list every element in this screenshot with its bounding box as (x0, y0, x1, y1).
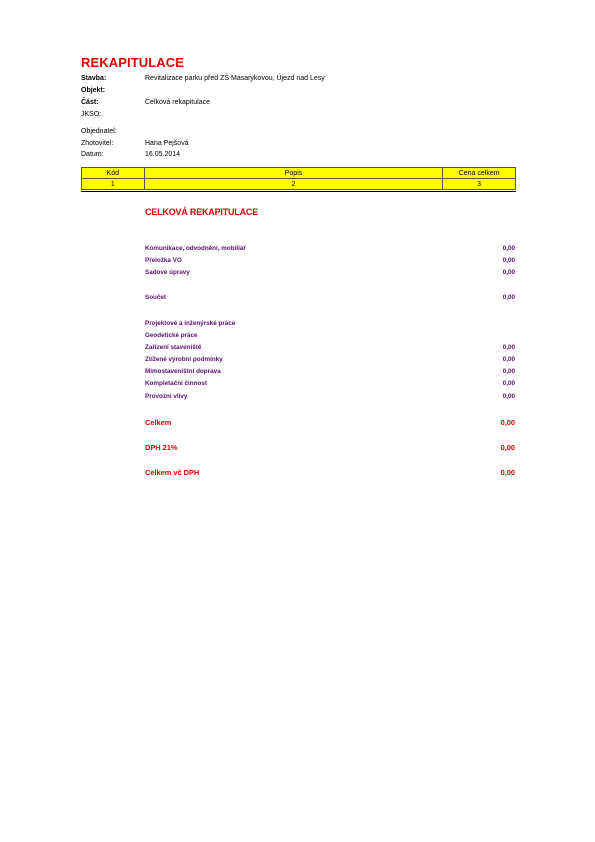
grand-total-row (145, 468, 515, 478)
line-item-label: Kompletační činnost (145, 380, 207, 387)
line-item-value: 0,00 (502, 393, 515, 400)
datum-value: 16.05.2014 (145, 151, 181, 158)
line-item (145, 392, 515, 402)
line-item (145, 367, 515, 377)
line-item-label: Geodetické práce (145, 332, 198, 339)
page-title: REKAPITULACE (81, 55, 185, 70)
stavba-label: Stavba: (81, 75, 107, 82)
header-number-3: 3 (443, 179, 516, 190)
separator-line (81, 191, 516, 192)
line-item-label: Součet (145, 294, 166, 301)
vat-label: DPH 21% (145, 443, 178, 452)
datum-label: Datum: (81, 151, 104, 158)
line-item (145, 244, 515, 254)
line-item-label: Provozní vlivy (145, 393, 188, 400)
header-table-row-numbers (82, 179, 516, 190)
grand-total-value: 0,00 (500, 468, 515, 477)
line-item-value: 0,00 (502, 257, 515, 264)
line-item (145, 331, 515, 341)
line-item-label: Přeložka VO (145, 257, 182, 264)
cast-label: Část: (81, 99, 99, 106)
line-item-value: 0,00 (502, 269, 515, 276)
line-item-value: 0,00 (502, 344, 515, 351)
line-item-label: Projektové a inženýrské práce (145, 320, 236, 327)
line-item-value: 0,00 (502, 294, 515, 301)
vat-value: 0,00 (500, 443, 515, 452)
total-value: 0,00 (500, 418, 515, 427)
line-item (145, 319, 515, 329)
line-item-label: Mimostaveništní doprava (145, 368, 221, 375)
cast-value: Celková rekapitulace (145, 99, 210, 106)
line-item-label: Komunikace, odvodnění, mobiliář (145, 245, 246, 252)
jkso-label: JKSO: (81, 111, 102, 118)
header-number-2: 2 (144, 179, 443, 190)
line-item-label: Zařízení staveniště (145, 344, 202, 351)
line-item-value: 0,00 (502, 356, 515, 363)
grand-total-label: Celkem vč DPH (145, 468, 200, 477)
objednatel-label: Objednatel: (81, 128, 117, 135)
line-item-value: 0,00 (502, 368, 515, 375)
header-number-1: 1 (82, 179, 145, 190)
header-cell-kod: Kód (82, 168, 145, 179)
line-item (145, 293, 515, 303)
header-cell-cena: Cena celkem (443, 168, 516, 179)
line-item-label: Sadové úpravy (145, 269, 190, 276)
zhotovitel-value: Hana Pejšová (145, 140, 189, 147)
header-cell-popis: Popis (144, 168, 443, 179)
total-label: Celkem (145, 418, 172, 427)
objekt-label: Objekt: (81, 87, 106, 94)
line-item (145, 355, 515, 365)
line-item (145, 343, 515, 353)
line-item (145, 256, 515, 266)
header-table-row-labels (82, 168, 516, 179)
header-table (81, 167, 516, 190)
zhotovitel-label: Zhotovitel: (81, 140, 114, 147)
section-title: CELKOVÁ REKAPITULACE (145, 207, 259, 217)
vat-row (145, 443, 515, 453)
line-item (145, 268, 515, 278)
line-item-label: Ztížené výrobní podmínky (145, 356, 223, 363)
line-item-value: 0,00 (502, 380, 515, 387)
line-item-value: 0,00 (502, 245, 515, 252)
stavba-value: Revitalizace parku před ZŠ Masarykovou, Újezd nad Lesy (145, 75, 325, 82)
total-row (145, 418, 515, 428)
line-item (145, 379, 515, 389)
